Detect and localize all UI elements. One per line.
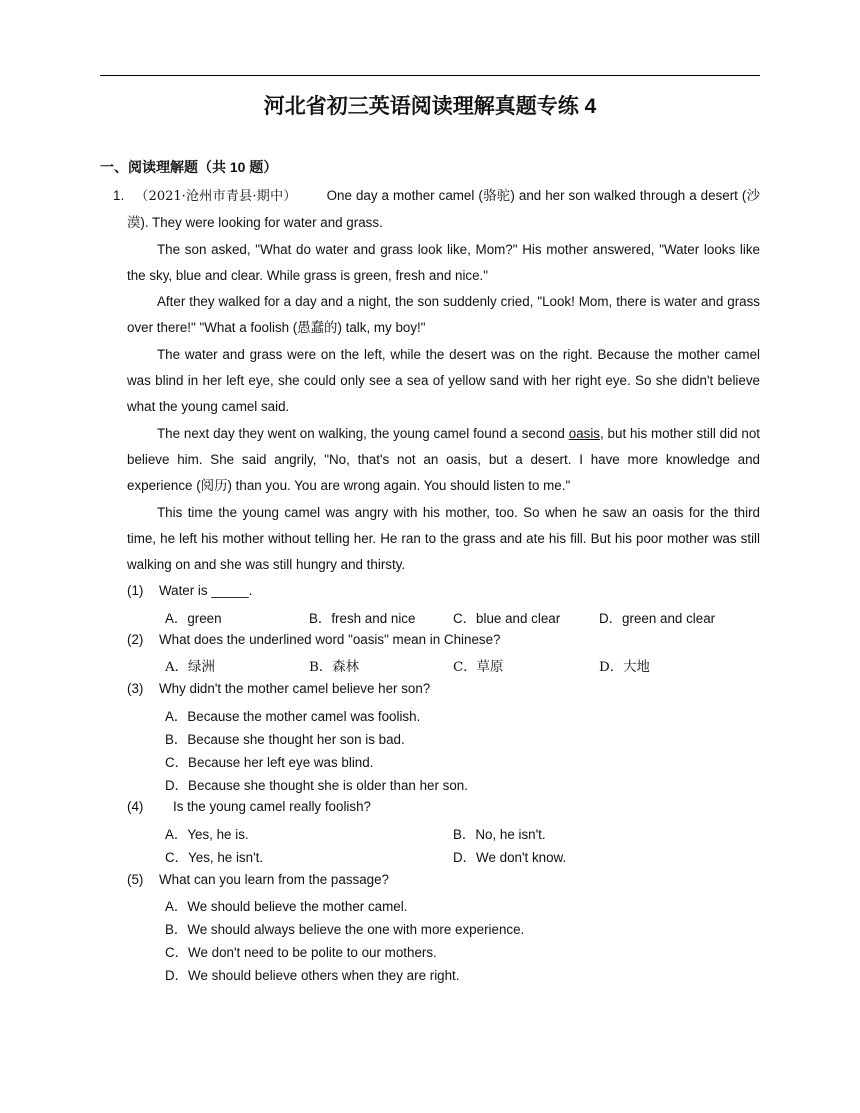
reading-passage (113, 183, 760, 578)
paragraph-text: One day a mother camel (骆驼) and her son walked through a desert (沙漠). They were looking for water and grass. (127, 188, 760, 231)
option-b[interactable]: B．No, he isn't. (453, 827, 546, 842)
passage-paragraph-4: The water and grass were on the left, while the desert was on the right. Because the mother camel was blind in her left eye, she could only see a sea of yellow sand with her right eye. So she didn't believe what the young camel said. (127, 346, 760, 415)
option-c[interactable]: C．We don't need to be polite to our mothers. (165, 945, 437, 960)
paragraph-text: , but his mother still did not believe him. She said angrily, "No, that's not an oasis, but a desert. I have more knowledge and experience (阅历) than you. You are wrong again. You should listen to me." (127, 425, 760, 494)
question-number: (5) (127, 872, 144, 887)
option-a[interactable]: A．Yes, he is. (165, 827, 249, 842)
question-1 (127, 583, 252, 598)
question-text: Why didn't the mother camel believe her son? (159, 681, 431, 696)
question-text: What does the underlined word "oasis" mean in Chinese? (159, 632, 501, 647)
paragraph-text: The next day they went on walking, the young camel found a second (157, 425, 569, 441)
option-b[interactable]: B．Because she thought her son is bad. (165, 732, 405, 747)
question-number: 1. (113, 188, 125, 203)
question-3 (127, 681, 430, 696)
passage-paragraph-1 (113, 183, 760, 237)
question-4 (127, 799, 371, 814)
option-d[interactable]: D．We don't know. (453, 850, 567, 865)
section-heading: 一、阅读理解题（共 10 题） (100, 159, 278, 175)
option-a[interactable]: A．绿洲 (165, 660, 215, 675)
question-text: What can you learn from the passage? (159, 872, 390, 887)
passage-paragraph-5 (127, 421, 760, 500)
option-b[interactable]: B．森林 (309, 660, 360, 675)
question-text: Is the young camel really foolish? (173, 799, 371, 814)
question-number: (3) (127, 681, 144, 696)
option-a[interactable]: A．We should believe the mother camel. (165, 899, 408, 914)
option-c[interactable]: C．Because her left eye was blind. (165, 755, 374, 770)
question-text: Water is _____. (159, 583, 253, 598)
option-c[interactable]: C．Yes, he isn't. (165, 850, 264, 865)
option-b[interactable]: B．We should always believe the one with more experience. (165, 922, 525, 937)
question-number: (4) (127, 799, 144, 814)
question-number: (2) (127, 632, 144, 647)
question-source: （2021·沧州市青县·期中） (135, 189, 297, 204)
option-d[interactable]: D．Because she thought she is older than her son. (165, 778, 468, 793)
question-5 (127, 872, 389, 887)
option-c[interactable]: C．blue and clear (453, 611, 561, 626)
passage-paragraph-6: This time the young camel was angry with his mother, too. So when he saw an oasis for the third time, he left his mother without telling her. He ran to the grass and ate his fill. But his poor mother was still walking on and she was still hungry and thirsty. (127, 504, 760, 573)
header-rule (100, 75, 760, 76)
passage-paragraph-2: The son asked, "What do water and grass look like, Mom?" His mother answered, "Water looks like the sky, blue and clear. While grass is green, fresh and nice." (127, 241, 760, 283)
page-title: 河北省初三英语阅读理解真题专练 4 (263, 95, 597, 118)
option-d[interactable]: D．We should believe others when they are right. (165, 968, 460, 983)
option-a[interactable]: A．green (165, 611, 222, 626)
option-d[interactable]: D．大地 (599, 660, 650, 675)
option-b[interactable]: B．fresh and nice (309, 611, 416, 626)
question-number: (1) (127, 583, 144, 598)
underlined-word: oasis (568, 425, 600, 441)
option-a[interactable]: A．Because the mother camel was foolish. (165, 709, 421, 724)
passage-paragraph-3: After they walked for a day and a night, the son suddenly cried, "Look! Mom, there is water and grass over there!" "What a foolish (愚蠢的) talk, my boy!" (127, 294, 760, 336)
option-d[interactable]: D．green and clear (599, 611, 716, 626)
question-2 (127, 632, 501, 647)
option-c[interactable]: C．草原 (453, 660, 504, 675)
